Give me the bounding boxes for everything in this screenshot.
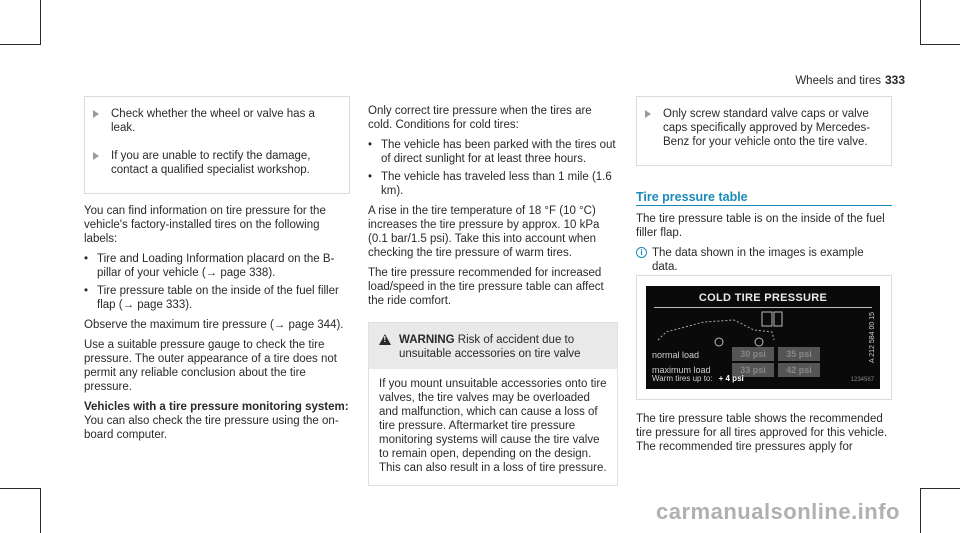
paragraph: Observe the maximum tire pressure (→ page 344). <box>84 319 344 331</box>
warning-icon <box>379 334 391 345</box>
warning-header <box>369 323 617 369</box>
instruction-box <box>84 96 350 194</box>
list-item: • Tire pressure table on the inside of the fuel filler flap (→ page 333). <box>84 284 350 312</box>
paragraph: The tire pressure recommended for increased load/speed in the tire pressure table can affect the ride comfort. <box>368 267 604 307</box>
info-note: i The data shown in the images is example data. <box>636 246 892 274</box>
crop-mark <box>0 44 41 45</box>
warm-tires-note: Warm tires up to: + 4 psi <box>652 374 744 383</box>
info-icon: i <box>636 247 647 258</box>
crop-mark <box>40 488 41 533</box>
paragraph: Use a suitable pressure gauge to check the tire pressure. The outer appearance of a tire does not permit any reliable conclusion about the tire pressure. <box>84 339 337 393</box>
paragraph: You can find information on tire pressure for the vehicle's factory-installed tires on the following labels: <box>84 205 326 245</box>
arrow-icon <box>645 110 651 118</box>
paragraph: Only correct tire pressure when the tires are cold. Conditions for cold tires: <box>368 105 592 131</box>
crop-mark <box>920 0 921 45</box>
warning-title: Risk of accident due to unsuitable accessories on tire valve <box>399 334 581 360</box>
row-label: maximum load <box>652 365 711 375</box>
section-content-continued <box>636 412 892 460</box>
placard-title: COLD TIRE PRESSURE <box>698 292 828 304</box>
part-number: A 212 584 00 15 <box>869 312 876 363</box>
list-item: • The vehicle has traveled less than 1 mile (1.6 km). <box>368 170 618 198</box>
paragraph: A rise in the tire temperature of 18 °F (10 °C) increases the tire pressure by approx. 10 kPa (0.1 bar/1.5 psi). Take this into account when checking the tire pressure of warm tires. <box>368 205 600 259</box>
crop-mark <box>40 0 41 45</box>
row-label: normal load <box>652 350 700 360</box>
section-content <box>636 212 892 280</box>
crop-mark <box>920 488 921 533</box>
list-item: • The vehicle has been parked with the tires out of direct sunlight for at least three hours. <box>368 138 618 166</box>
instruction-box <box>636 96 892 166</box>
arrow-icon <box>93 110 99 118</box>
section-title: Tire pressure table <box>636 190 748 204</box>
warning-body: If you mount unsuitable accessories onto tire valves, the tire valves may be overloaded and malfunction, which can cause a loss of tire pressure. Aftermarket tire pressure monitoring systems will cause the tire valve to remain open, depending on the design. This can also result in a loss of tire pressure. <box>379 378 607 474</box>
divider <box>654 307 872 308</box>
warning-label: WARNING <box>399 334 455 346</box>
arrow-icon <box>93 152 99 160</box>
section-name: Wheels and tires <box>795 75 881 87</box>
column-left <box>84 96 350 448</box>
car-outline-icon <box>654 310 784 348</box>
instruction-step: Check whether the wheel or valve has a leak. <box>85 107 341 135</box>
column-right <box>636 96 892 166</box>
column-middle <box>368 104 618 486</box>
crop-mark <box>920 488 960 489</box>
placard-image <box>646 286 880 389</box>
crop-mark <box>920 44 960 45</box>
placard-code: 1234567 <box>850 377 874 383</box>
paragraph: The tire pressure table shows the recommended tire pressure for all tires approved for this vehicle. The recommended tire pressures apply for <box>636 413 888 453</box>
section-rule <box>636 205 892 206</box>
warning-box <box>368 322 618 486</box>
list-item: • Tire and Loading Information placard on the B-pillar of your vehicle (→ page 338). <box>84 252 350 280</box>
instruction-step: If you are unable to rectify the damage, contact a qualified specialist workshop. <box>85 149 341 177</box>
paragraph: The tire pressure table is on the inside of the fuel filler flap. <box>636 213 885 239</box>
crop-mark <box>0 488 41 489</box>
watermark: carmanualsonline.info <box>656 499 900 524</box>
instruction-step: Only screw standard valve caps or valve caps specifically approved by Mercedes-Benz for your vehicle onto the tire valve. <box>637 107 881 149</box>
pressure-cell: 30 psi <box>732 347 774 361</box>
paragraph: Vehicles with a tire pressure monitoring system: You can also check the tire pressure using the on-board computer. <box>84 401 349 441</box>
pressure-cell: 33 psi <box>732 363 774 377</box>
page-header <box>795 73 905 87</box>
pressure-cell: 42 psi <box>778 363 820 377</box>
pressure-cell: 35 psi <box>778 347 820 361</box>
page-number: 333 <box>884 73 905 87</box>
